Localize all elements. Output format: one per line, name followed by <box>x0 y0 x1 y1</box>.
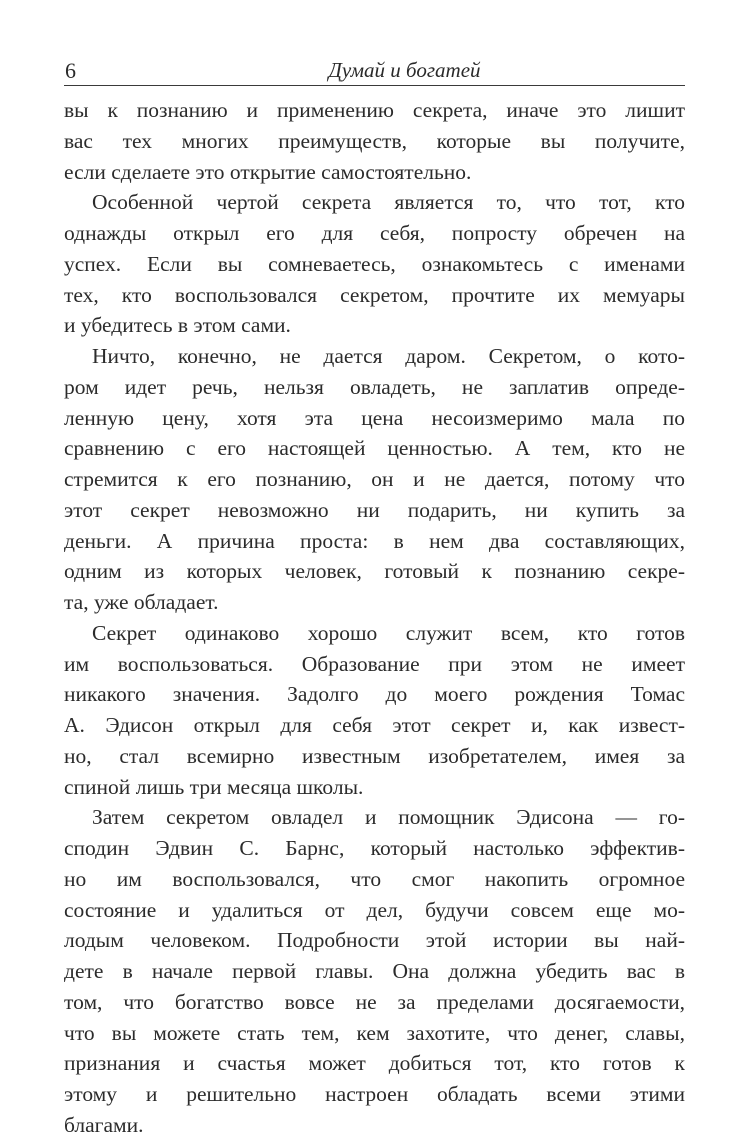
text-line: вас тех многих преимуществ, которые вы получите, <box>64 128 685 153</box>
body-text <box>64 95 685 1141</box>
text-line: Особенной чертой секрета является то, что тот, кто <box>92 190 685 215</box>
text-line: им воспользоваться. Образование при этом не имеет <box>64 651 685 676</box>
text-line: та, уже обладает. <box>64 590 219 614</box>
text-line: сподин Эдвин С. Барнс, который настолько эффектив- <box>64 836 685 860</box>
text-line: но им воспользовался, что смог накопить огромное <box>64 866 685 891</box>
text-line: признания и счастья может добиться тот, кто готов к <box>64 1051 685 1076</box>
header-rule <box>64 85 685 86</box>
text-line: спиной лишь три месяца школы. <box>64 774 364 799</box>
page-header <box>64 56 685 86</box>
text-line: и убедитесь в этом сами. <box>64 313 291 338</box>
text-line: сравнению с его настоящей ценностью. А тем, кто не <box>64 436 685 461</box>
paragraph <box>64 187 685 341</box>
text-line: никакого значения. Задолго до моего рождения Томас <box>64 682 685 707</box>
text-line: том, что богатство вовсе не за пределами досягаемости, <box>64 989 685 1014</box>
text-line: А. Эдисон открыл для себя этот секрет и, как извест- <box>64 713 685 737</box>
text-line: тех, кто воспользовался секретом, прочтите их мемуары <box>64 282 685 307</box>
paragraph <box>64 95 685 187</box>
text-line: но, стал всемирно известным изобретателем, имея за <box>64 743 685 768</box>
text-line: однажды открыл его для себя, попросту обречен на <box>64 221 685 245</box>
text-line: успех. Если вы сомневаетесь, ознакомьтесь с именами <box>64 251 685 276</box>
text-line: что вы можете стать тем, кем захотите, что денег, славы, <box>64 1020 685 1045</box>
text-line: Затем секретом овладел и помощник Эдисона — го- <box>92 805 685 830</box>
text-line: состояние и удалиться от дел, будучи совсем еще мо- <box>64 897 685 922</box>
text-line: лодым человеком. Подробности этой истории вы най- <box>64 928 685 953</box>
text-line: если сделаете это открытие самостоятельно. <box>64 159 472 184</box>
text-line: ленную цену, хотя эта цена несоизмеримо мала по <box>64 405 685 430</box>
text-line: этому и решительно настроен обладать всеми этими <box>64 1082 685 1106</box>
paragraph <box>64 341 685 618</box>
text-line: дете в начале первой главы. Она должна убедить вас в <box>64 959 685 983</box>
text-line: деньги. А причина проста: в нем два составляющих, <box>64 528 685 553</box>
running-head-title: Думай и богатей <box>328 58 481 82</box>
paragraph <box>64 802 685 1140</box>
text-line: ром идет речь, нельзя овладеть, не заплатив опреде- <box>64 374 685 399</box>
paragraph <box>64 618 685 803</box>
text-line: Ничто, конечно, не дается даром. Секретом, о кото- <box>92 344 685 368</box>
text-line: этот секрет невозможно ни подарить, ни купить за <box>64 497 685 522</box>
text-line: стремится к его познанию, он и не дается, потому что <box>64 467 685 491</box>
text-line: Секрет одинаково хорошо служит всем, кто готов <box>92 620 685 645</box>
text-line: вы к познанию и применению секрета, иначе это лишит <box>64 98 685 122</box>
page-number: 6 <box>65 58 76 83</box>
text-line: благами. <box>64 1112 144 1137</box>
text-line: одним из которых человек, готовый к познанию секре- <box>64 559 685 584</box>
